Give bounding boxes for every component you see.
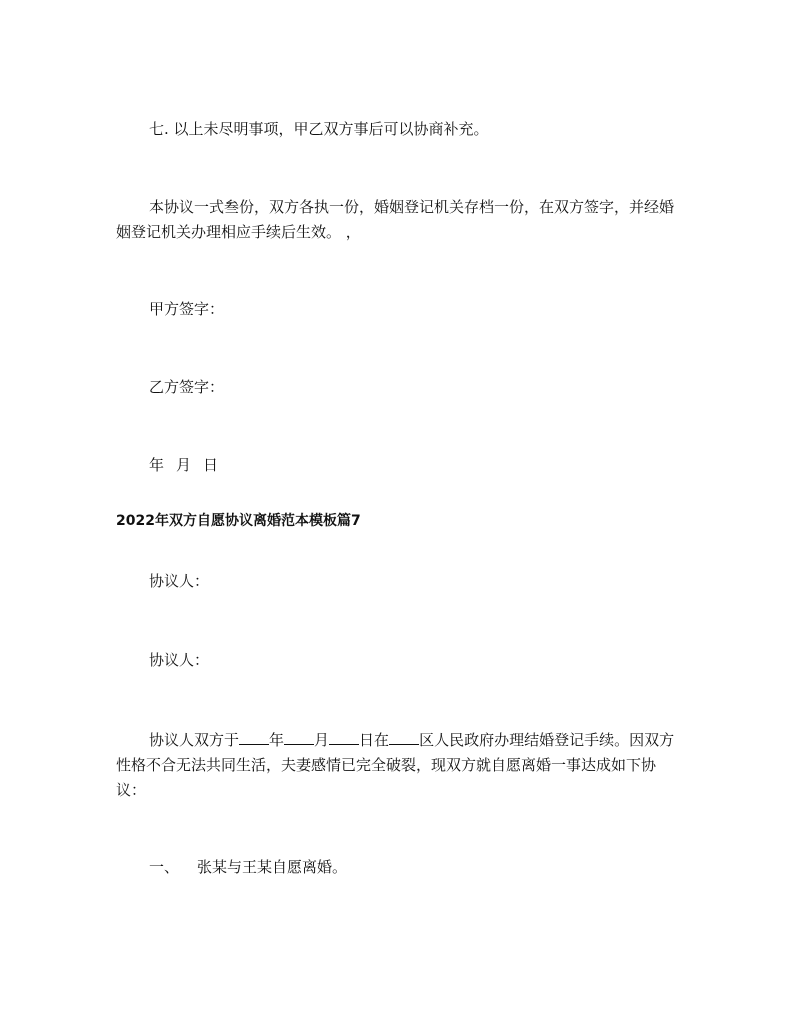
intro-year: 年	[269, 731, 285, 749]
year-blank	[239, 730, 269, 745]
intro-rest: 区人民政府办理结婚登记手续。因双方性格不合无法共同生活，夫妻感情已完全破裂，现双方就自愿离婚一事达成如下协议：	[116, 731, 675, 799]
intro-day: 日在	[359, 731, 390, 749]
date-year: 年	[149, 456, 165, 474]
party-b-signature-label: 乙方签字：	[149, 378, 225, 396]
section-heading: 2022年双方自愿协议离婚范本模板篇7	[116, 513, 361, 529]
item-one-number: 一、	[149, 858, 180, 876]
item-one-text: 张某与王某自愿离婚。	[197, 858, 348, 876]
clause-seven: 七. 以上未尽明事项，甲乙双方事后可以协商补充。	[149, 120, 489, 138]
item-one	[116, 855, 682, 880]
date-month: 月	[176, 456, 192, 474]
district-blank	[389, 730, 419, 745]
party-a-signature-label: 甲方签字：	[149, 300, 225, 318]
intro-start: 协议人双方于	[149, 731, 240, 749]
copies-paragraph: 本协议一式叁份，双方各执一份，婚姻登记机关存档一份，在双方签字，并经婚姻登记机关办理相应手续后生效。 ，	[116, 198, 675, 241]
date-line	[116, 453, 682, 478]
month-blank	[284, 730, 314, 745]
intro-month: 月	[314, 731, 330, 749]
day-blank	[329, 730, 359, 745]
date-day: 日	[203, 456, 219, 474]
intro-paragraph	[116, 728, 682, 803]
party-two-label: 协议人：	[149, 651, 210, 669]
party-one-label: 协议人：	[149, 572, 210, 590]
